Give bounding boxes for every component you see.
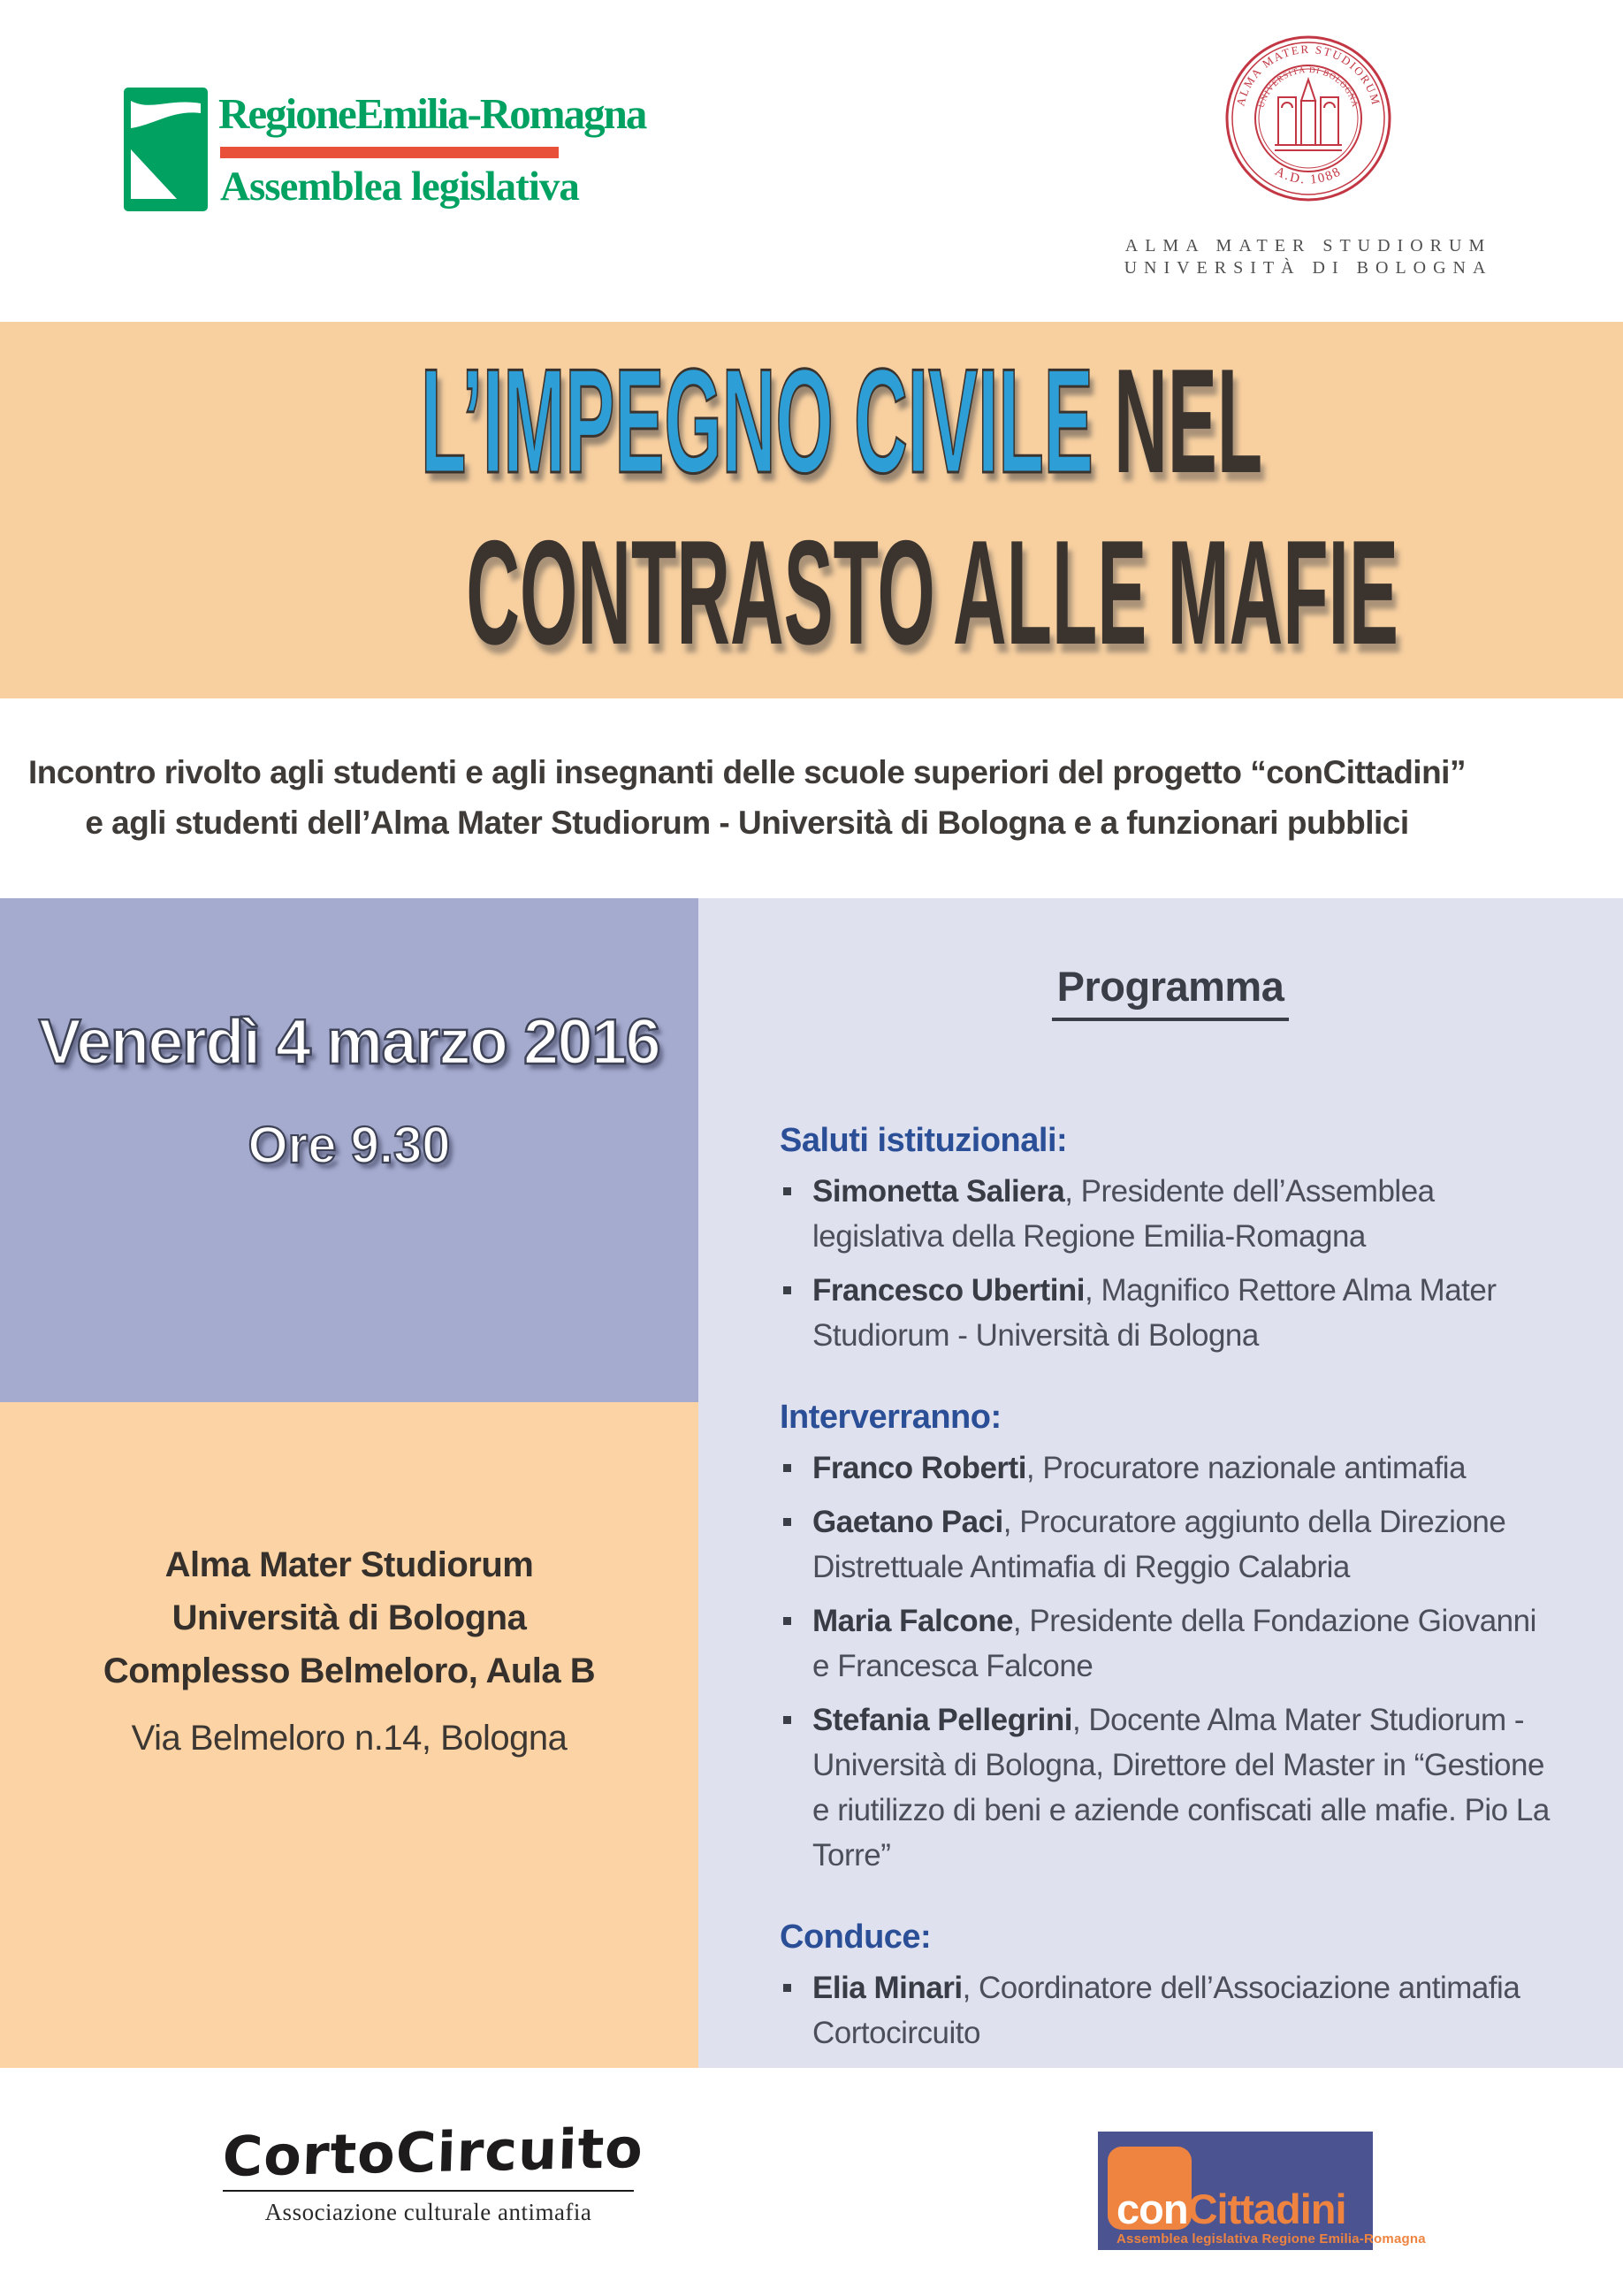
program-item — [780, 1445, 1561, 1491]
speaker-name: Simonetta Saliera — [812, 1174, 1065, 1209]
unibo-wordmark-line2: UNIVERSITÀ DI BOLOGNA — [1124, 258, 1493, 278]
concittadini-subtitle: Assemblea legislativa Regione Emilia-Romagna — [1116, 2231, 1426, 2246]
intro-line2: e agli studenti dell’Alma Mater Studiorum - Università di Bologna e a funzionari pubblici — [85, 805, 1409, 841]
bullet-icon — [783, 1617, 791, 1625]
program-item — [780, 1598, 1561, 1689]
venue-line1: Alma Mater Studiorum — [164, 1545, 534, 1584]
regione-title: RegioneEmilia-Romagna — [218, 89, 646, 138]
speaker-name: Elia Minari — [812, 1971, 963, 2005]
speaker-role: , Magnifico Rettore Alma Mater Studiorum - Università di Bologna — [812, 1273, 1497, 1353]
regione-subtitle: Assemblea legislativa — [220, 164, 579, 210]
title-line2: CONTRASTO ALLE MAFIE — [466, 509, 1398, 675]
program-section-label-saluti: Saluti istituzionali: — [780, 1122, 1068, 1159]
bullet-icon — [783, 1518, 791, 1526]
cortocircuito-subtitle: Associazione culturale antimafia — [264, 2199, 592, 2225]
program-item — [780, 1965, 1561, 2056]
speaker-name: Maria Falcone — [812, 1604, 1013, 1638]
title-line1-highlight: L’IMPEGNO CIVILE — [421, 338, 1093, 504]
speaker-role: , Procuratore aggiunto della Direzione Distrettuale Antimafia di Reggio Calabria — [812, 1505, 1506, 1584]
title-line1-rest: NEL — [1093, 338, 1263, 504]
regione-emilia-romagna-logo — [124, 87, 646, 212]
speaker-name: Stefania Pellegrini — [812, 1703, 1072, 1737]
concittadini-wordmark — [1116, 2185, 1346, 2233]
venue-line2: Università di Bologna — [171, 1598, 527, 1637]
program-section-label-conduce: Conduce: — [780, 1918, 932, 1956]
program-section-label-interverranno: Interverranno: — [780, 1399, 1002, 1436]
regione-wave-icon — [124, 87, 208, 212]
svg-text:UNIVERSITÀ DI BOLOGNA — [1258, 65, 1360, 109]
intro-line1: Incontro rivolto agli studenti e agli insegnanti delle scuole superiori del progetto “conCittadini” — [28, 754, 1466, 790]
event-time: Ore 9.30 — [248, 1117, 451, 1174]
bullet-icon — [783, 1464, 791, 1472]
seal-arc-inner-text: UNIVERSITÀ DI BOLOGNA — [1257, 65, 1360, 110]
speaker-role: , Coordinatore dell’Associazione antimafia Cortocircuito — [812, 1971, 1520, 2050]
unibo-wordmark-line1: ALMA MATER STUDIORUM — [1124, 236, 1492, 256]
speaker-role: , Procuratore nazionale antimafia — [1025, 1451, 1467, 1485]
intro-text — [0, 747, 1494, 848]
program-item — [780, 1268, 1561, 1358]
program-item — [780, 1169, 1561, 1259]
cortocircuito-name: CortoCircuito — [221, 2116, 644, 2189]
event-date: Venerdì 4 marzo 2016 — [38, 1007, 660, 1078]
unibo-wordmark — [1087, 235, 1529, 279]
regione-red-bar — [220, 147, 559, 158]
program-item — [780, 1499, 1561, 1590]
unibo-seal-icon — [1223, 19, 1393, 226]
regione-wordmark — [218, 87, 646, 212]
speaker-name: Gaetano Paci — [812, 1505, 1003, 1539]
concittadini-logo — [1098, 2132, 1426, 2250]
bullet-icon — [783, 1984, 791, 1992]
program-heading: Programma — [1052, 962, 1290, 1021]
seal-arc-top-text: ALMA MATER STUDIORUM — [1233, 42, 1383, 108]
cortocircuito-divider — [223, 2190, 634, 2192]
title-line1 — [0, 338, 1388, 504]
venue-panel — [0, 1402, 698, 2068]
program-item — [780, 1697, 1561, 1878]
speaker-role: , Presidente dell’Assemblea legislativa della Regione Emilia-Romagna — [812, 1174, 1435, 1254]
venue-line3: Complesso Belmeloro, Aula B — [103, 1651, 596, 1690]
title-banner — [0, 322, 1623, 698]
concittadini-prefix: con — [1116, 2185, 1188, 2232]
date-panel — [0, 898, 698, 1402]
speaker-role: , Presidente della Fondazione Giovanni e Francesca Falcone — [812, 1604, 1536, 1683]
bullet-icon — [783, 1716, 791, 1724]
speaker-role: , Docente Alma Mater Studiorum - Università di Bologna, Direttore del Master in “Gestione e riutilizzo di beni e aziende confiscati alle mafie. Pio La Torre” — [812, 1703, 1550, 1873]
speaker-name: Francesco Ubertini — [812, 1273, 1086, 1308]
speaker-name: Franco Roberti — [812, 1451, 1026, 1485]
bullet-icon — [783, 1286, 791, 1294]
concittadini-suffix: Cittadini — [1187, 2185, 1346, 2232]
program-panel — [698, 898, 1623, 2068]
venue-address: Via Belmeloro n.14, Bologna — [131, 1719, 568, 1758]
bullet-icon — [783, 1187, 791, 1195]
seal-arc-bottom-text: A.D. 1088 — [1272, 164, 1345, 187]
unibo-logo — [1087, 19, 1529, 279]
cortocircuito-logo — [221, 2116, 644, 2226]
